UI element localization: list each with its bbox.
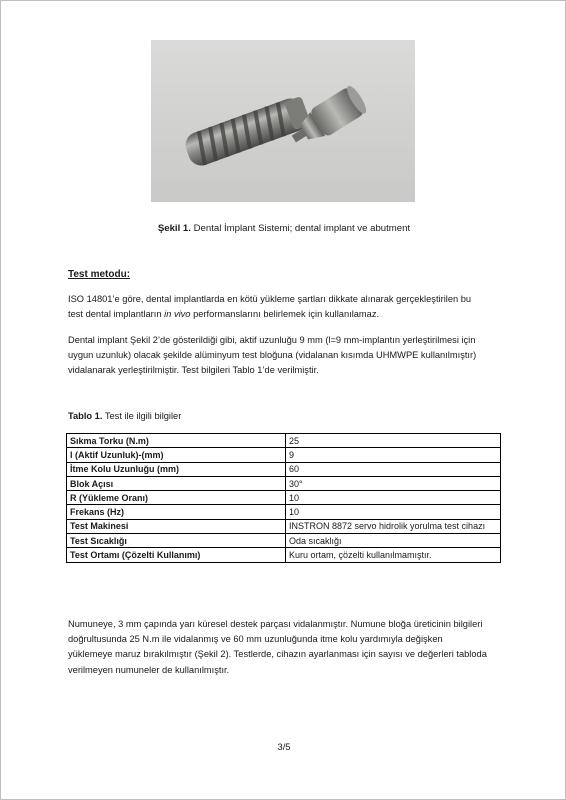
table-row — [67, 534, 501, 548]
paragraph-line: ISO 14801’e göre, dental implantlarda en kötü yükleme şartları dikkate alınarak gerçekleştirilen bu — [68, 294, 472, 304]
table-value: 9 — [286, 448, 501, 462]
table-row — [67, 434, 501, 448]
table-value: 10 — [286, 505, 501, 519]
table-row — [67, 519, 501, 533]
table-row — [67, 505, 501, 519]
table-row — [67, 491, 501, 505]
page-number: 3/5 — [277, 742, 291, 752]
table-value: 60 — [286, 462, 501, 476]
table-value: 10 — [286, 491, 501, 505]
table-value: 25 — [286, 434, 501, 448]
table-title-text: Test ile ilgili bilgiler — [104, 411, 182, 421]
implant-photo-drawing — [151, 40, 415, 202]
table-value: Kuru ortam, çözelti kullanılmamıştır. — [286, 548, 501, 562]
test-info-table — [66, 433, 501, 563]
table-key: Test Makinesi — [67, 519, 286, 533]
paragraph-line: verilmeyen numuneler de kullanılmıştır. — [68, 664, 230, 675]
table-key: l (Aktif Uzunluk)-(mm) — [67, 448, 286, 462]
table-value: Oda sıcaklığı — [286, 534, 501, 548]
paragraph-line: test dental implantların in vivo performanslarını belirlemek için kullanılamaz. — [68, 309, 380, 320]
table-key: R (Yükleme Oranı) — [67, 491, 286, 505]
paragraph-line: doğrultusunda 25 N.m ile vidalanmış ve 60 mm uzunluğunda itme kolu yardımıyla değişken — [68, 634, 443, 645]
table-key: Frekans (Hz) — [67, 505, 286, 519]
implant-photo — [151, 40, 415, 202]
paragraph-line: uygun uzunluk) olacak şekilde alüminyum test bloğuna (vidalanan kısımda UHMWPE kullanılmıştır) — [68, 350, 477, 361]
paragraph-line: vidalanarak yerleştirilmiştir. Test bilgileri Tablo 1’de verilmiştir. — [68, 365, 319, 376]
paragraph-test-standard — [68, 292, 500, 322]
table-row — [67, 548, 501, 562]
table-value: INSTRON 8872 servo hidrolik yorulma test cihazı — [286, 519, 501, 533]
figure-caption-text: Dental İmplant Sistemi; dental implant ve abutment — [193, 223, 411, 234]
paragraph-line: Dental implant Şekil 2’de gösterildiği gibi, aktif uzunluğu 9 mm (l=9 mm-implantın yerleştirilmesi için — [68, 335, 476, 345]
figure-caption-label: Şekil 1. — [157, 223, 191, 234]
figure-caption — [1, 223, 566, 234]
table-value: 30° — [286, 476, 501, 490]
table-row — [67, 448, 501, 462]
table-row — [67, 462, 501, 476]
paragraph-procedure — [68, 617, 500, 678]
paragraph-line: Numuneye, 3 mm çapında yarı küresel destek parçası vidalanmıştır. Numune bloğa üreticinin bilgileri — [68, 619, 483, 629]
table-title-label: Tablo 1. — [68, 411, 103, 421]
italic-term: in vivo — [164, 309, 191, 320]
table-key: Test Ortamı (Çözelti Kullanımı) — [67, 548, 286, 562]
paragraph-setup — [68, 333, 500, 379]
table-title — [68, 411, 181, 421]
table-row — [67, 476, 501, 490]
table-key: Sıkma Torku (N.m) — [67, 434, 286, 448]
table-key: Blok Açısı — [67, 476, 286, 490]
section-heading: Test metodu: — [68, 269, 131, 280]
table-key: İtme Kolu Uzunluğu (mm) — [67, 462, 286, 476]
table-key: Test Sıcaklığı — [67, 534, 286, 548]
paragraph-line: yüklemeye maruz bırakılmıştır (Şekil 2). Testlerde, cihazın ayarlanması için sayısı ve değerleri tabloda — [68, 649, 487, 660]
